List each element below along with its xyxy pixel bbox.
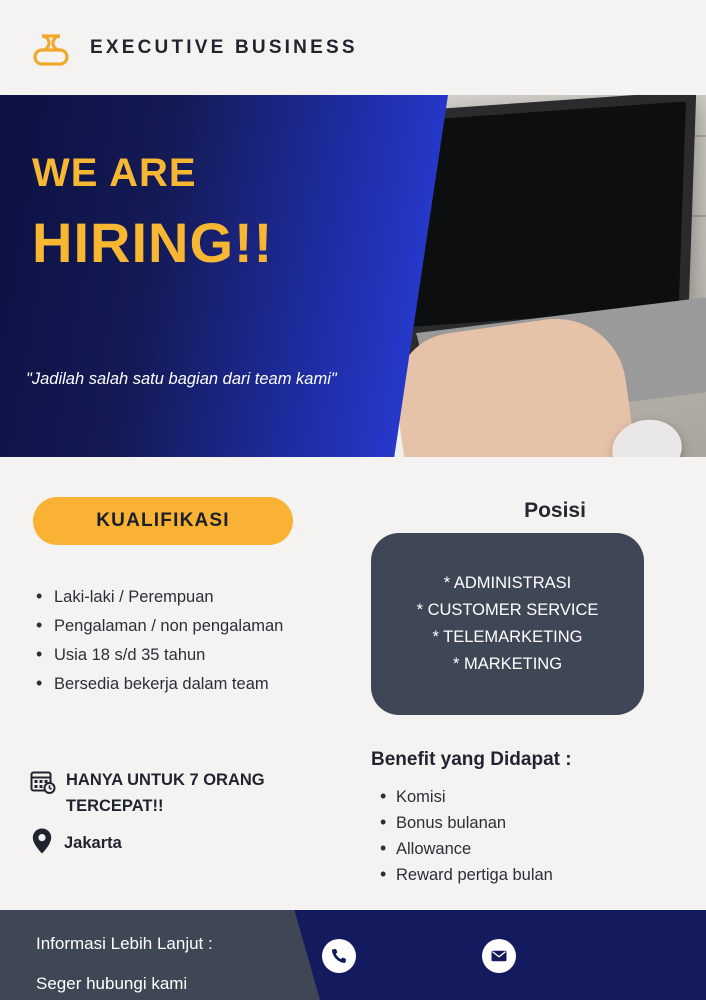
list-item: • Reward pertiga bulan (380, 862, 680, 888)
list-item: * MARKETING (452, 655, 563, 673)
notice-text (66, 767, 265, 819)
notice-line-1: HANYA UNTUK 7 ORANG (66, 771, 265, 789)
poster-body (0, 457, 706, 910)
city-label: Jakarta (64, 833, 122, 852)
infinity-logo-icon (30, 27, 72, 69)
list-item: • Bersedia bekerja dalam team (36, 670, 366, 699)
footer-line-1: Informasi Lebih Lanjut : (36, 934, 213, 953)
list-item: * CUSTOMER SERVICE (416, 601, 599, 619)
qualifications-badge (33, 497, 293, 545)
qualifications-badge-label: KUALIFIKASI (96, 510, 230, 531)
phone-icon[interactable] (322, 939, 356, 973)
list-item: • Usia 18 s/d 35 tahun (36, 641, 366, 670)
poster-header (0, 0, 706, 95)
location-pin-icon (30, 827, 54, 860)
positions-card (371, 533, 644, 715)
hero-tagline: "Jadilah salah satu bagian dari team kami" (26, 370, 337, 388)
qualifications-list (36, 583, 366, 699)
footer-text (36, 924, 213, 1000)
poster-footer (0, 910, 706, 1000)
hero-line-2: HIRING!! (32, 211, 274, 274)
calendar-clock-icon (30, 769, 56, 800)
hero-blue-panel (0, 95, 448, 457)
list-item: • Komisi (380, 784, 680, 810)
list-item: * ADMINISTRASI (443, 574, 572, 592)
positions-title: Posisi (524, 499, 586, 522)
footer-line-2: Seger hubungi kami (36, 974, 188, 993)
footer-contact-icons (322, 939, 516, 973)
benefits-list (380, 784, 680, 888)
list-item: • Allowance (380, 836, 680, 862)
list-item: • Bonus bulanan (380, 810, 680, 836)
notice-block (30, 767, 360, 860)
mail-icon[interactable] (482, 939, 516, 973)
notice-line-2: TERCEPAT!! (66, 797, 164, 815)
hero-section (0, 95, 706, 457)
benefits-title: Benefit yang Didapat : (371, 749, 572, 770)
hero-line-1: WE ARE (32, 151, 197, 195)
list-item: • Pengalaman / non pengalaman (36, 612, 366, 641)
list-item: * TELEMARKETING (432, 628, 583, 646)
brand-name: EXECUTIVE BUSINESS (90, 36, 358, 58)
hero-heading (32, 151, 273, 275)
list-item: • Laki-laki / Perempuan (36, 583, 366, 612)
